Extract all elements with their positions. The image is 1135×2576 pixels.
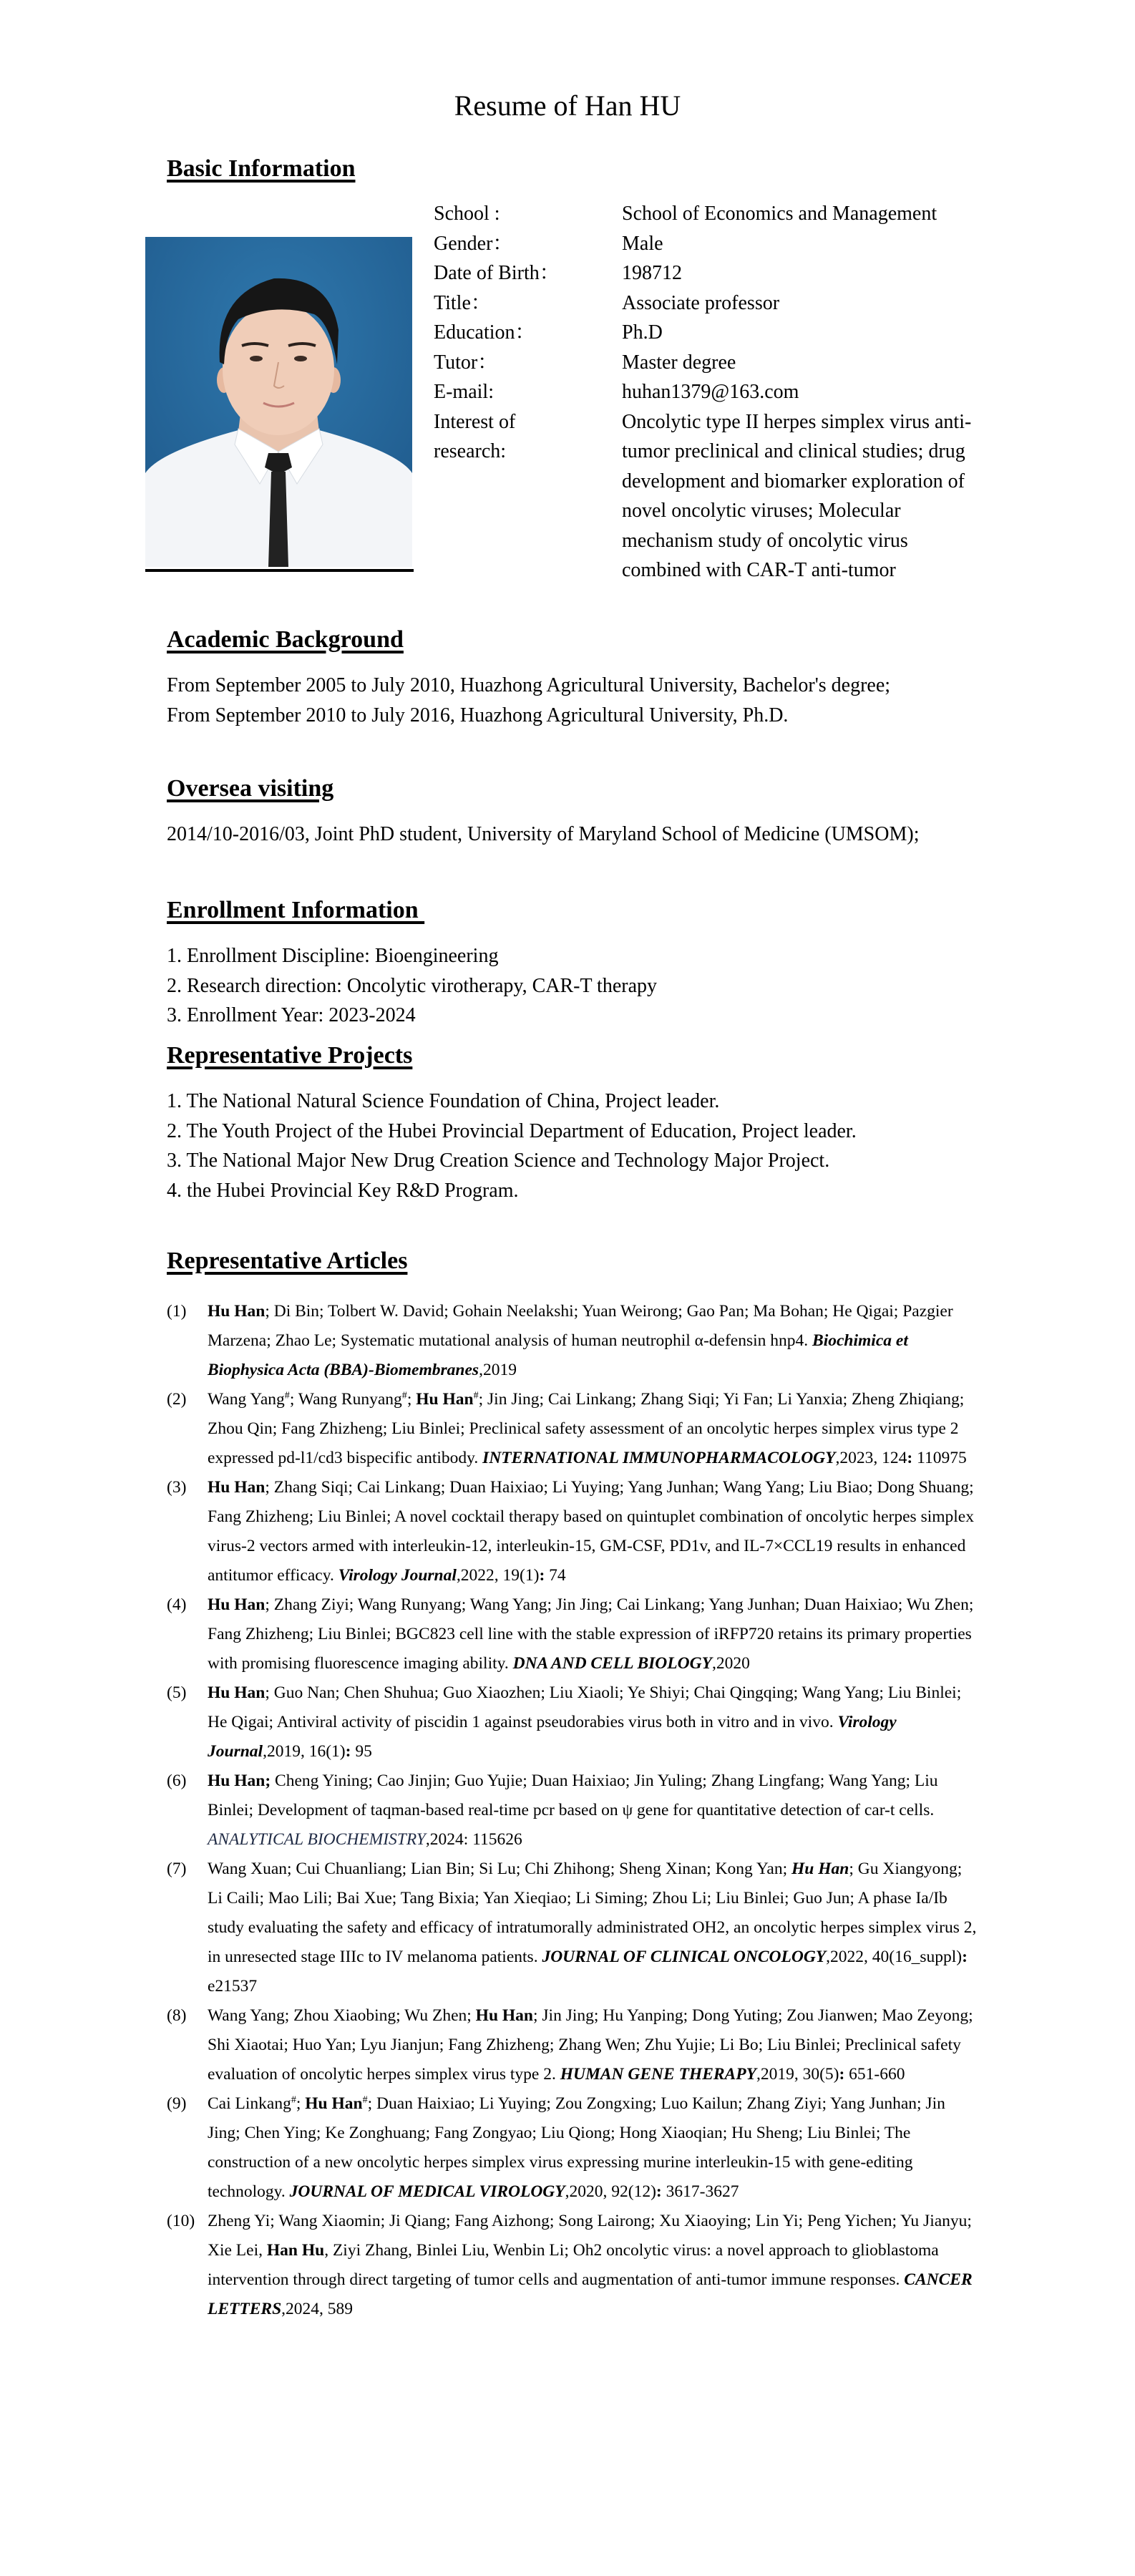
- article-item: [167, 2089, 990, 2207]
- info-label: Education：: [434, 321, 535, 344]
- project-item: 3. The National Major New Drug Creation Science and Technology Major Project.: [167, 1150, 830, 1172]
- project-item: 1. The National Natural Science Foundation of China, Project leader.: [167, 1090, 720, 1112]
- academic-background-list: [167, 671, 943, 730]
- article-number: (10): [167, 2212, 195, 2230]
- info-row-education: [434, 318, 1020, 348]
- co-first-author-mark: #: [284, 1389, 290, 1401]
- citation-text: ; Jin Jing; Hu Yanping; Dong Yuting; Zou Jianwen; Mao Zeyong; Shi Xiaotai; Huo Yan; Lyu Jianjun; Fang Zhizheng; Zhang Wen; Zhu Yujie; Li Bo; Liu Binlei; Preclinical safety evaluation of oncolytic herpes simplex virus type 2.: [208, 2006, 973, 2084]
- article-item: [167, 2001, 990, 2089]
- journal-name: DNA AND CELL BIOLOGY: [512, 1654, 712, 1673]
- author-highlight: Hu Han: [305, 2094, 363, 2113]
- journal-name: INTERNATIONAL IMMUNOPHARMACOLOGY: [482, 1449, 836, 1467]
- info-row-email: [434, 377, 1020, 407]
- citation-text: Cai Linkang: [208, 2094, 291, 2113]
- article-item: [167, 1766, 990, 1855]
- citation-text: ,2019, 16(1): [263, 1742, 346, 1761]
- article-citation: [208, 1297, 980, 1385]
- info-row-school: [434, 199, 1020, 229]
- article-number: (8): [167, 2006, 187, 2025]
- author-highlight: Hu Han: [208, 1302, 266, 1321]
- citation-text: Wang Xuan; Cui Chuanliang; Lian Bin; Si Lu; Chi Zhihong; Sheng Xinan; Kong Yan;: [208, 1860, 792, 1878]
- project-item: 4. the Hubei Provincial Key R&D Program.: [167, 1179, 519, 1202]
- section-heading-basic-information: Basic Information: [167, 155, 356, 182]
- article-item: [167, 2207, 990, 2324]
- article-item: [167, 1297, 990, 1385]
- education-entry: From September 2010 to July 2016, Huazhong Agricultural University, Ph.D.: [167, 704, 789, 726]
- journal-name: JOURNAL OF CLINICAL ONCOLOGY: [542, 1948, 827, 1966]
- citation-text: :: [907, 1449, 913, 1467]
- article-citation: [208, 1590, 980, 1678]
- journal-name: HUMAN GENE THERAPY: [560, 2065, 756, 2084]
- author-highlight: Han Hu: [266, 2241, 325, 2260]
- article-number: (4): [167, 1595, 187, 1614]
- article-item: [167, 1473, 990, 1590]
- citation-text: , Ziyi Zhang, Binlei Liu, Wenbin Li; Oh2 oncolytic virus: a novel approach to glioblastoma intervention through direct targeting of tumor cells and augmentation of anti-tumor immune responses.: [208, 2241, 939, 2289]
- article-item: [167, 1855, 990, 2001]
- info-label: Title：: [434, 291, 491, 314]
- email-link[interactable]: huhan1379@163.com: [622, 381, 799, 403]
- citation-text: 3617-3627: [661, 2182, 739, 2201]
- citation-text: ,2019, 30(5): [756, 2065, 839, 2084]
- basic-info-table: [434, 199, 1020, 585]
- author-highlight: Hu Han: [416, 1390, 474, 1409]
- info-value: 198712: [622, 262, 682, 284]
- journal-name: CANCER LETTERS: [208, 2270, 973, 2318]
- co-first-author-mark: #: [473, 1389, 479, 1401]
- section-heading-academic-background: Academic Background: [167, 626, 404, 653]
- citation-text: :: [656, 2182, 662, 2201]
- author-highlight: Hu Han: [475, 2006, 533, 2025]
- photo-underline-divider: [145, 569, 414, 572]
- author-highlight: Hu Han: [208, 1683, 266, 1702]
- citation-text: ; Zhang Ziyi; Wang Runyang; Wang Yang; Jin Jing; Cai Linkang; Yang Junhan; Duan Haixiao; Wu Zhen; Fang Zhizheng; Liu Binlei; BGC823 cell line with the stable expression of iRFP720 retains its primary properties with promising fluorescence imaging ability.: [208, 1595, 974, 1673]
- citation-text: ; Guo Nan; Chen Shuhua; Guo Xiaozhen; Liu Xiaoli; Ye Shiyi; Chai Qingqing; Wang Yang; Liu Binlei; He Qigai; Antiviral activity of piscidin 1 against pseudorabies virus both in vitro and in vivo.: [208, 1683, 962, 1731]
- co-first-author-mark: #: [362, 2094, 368, 2106]
- article-number: (9): [167, 2094, 187, 2113]
- citation-text: 74: [545, 1566, 566, 1585]
- citation-text: ; Duan Haixiao; Li Yuying; Zou Zongxing; Luo Kailun; Zhang Ziyi; Yang Junhan; Jin Jing; Chen Ying; Ke Zonghuang; Fang Zongyao; Liu Qiong; Hong Xiaoqian; Hu Sheng; Liu Binlei; The construction of a new oncolytic herpes simplex virus expressing murine interleukin-15 with gene-editing technology.: [208, 2094, 945, 2201]
- info-label: E-mail:: [434, 381, 494, 403]
- article-item: [167, 1385, 990, 1473]
- article-item: [167, 1678, 990, 1766]
- citation-text: ,2020: [711, 1654, 750, 1673]
- citation-text: :: [539, 1566, 545, 1585]
- author-highlight: Hu Han: [208, 1478, 266, 1497]
- project-item: 2. The Youth Project of the Hubei Provincial Department of Education, Project leader.: [167, 1119, 857, 1142]
- info-row-tutor: [434, 348, 1020, 378]
- citation-text: :: [345, 1742, 351, 1761]
- info-value: Associate professor: [622, 291, 780, 314]
- representative-articles-list: [167, 1297, 990, 2324]
- journal-name: Biochimica et Biophysica Acta (BBA)-Biomembranes: [208, 1331, 908, 1379]
- article-number: (6): [167, 1771, 187, 1790]
- info-label: Interest of research:: [434, 410, 516, 462]
- representative-projects-list: [167, 1087, 990, 1205]
- citation-text: ; Di Bin; Tolbert W. David; Gohain Neelakshi; Yuan Weirong; Gao Pan; Ma Bohan; He Qigai; Pazgier Marzena; Zhao Le; Systematic mutational analysis of human neutrophil α-defensin hnp4.: [208, 1302, 953, 1350]
- article-number: (7): [167, 1860, 187, 1878]
- article-number: (3): [167, 1478, 187, 1497]
- page-title: Resume of Han HU: [454, 89, 681, 122]
- article-citation: [208, 1385, 980, 1473]
- article-citation: [208, 2089, 980, 2207]
- portrait-illustration: [145, 237, 412, 567]
- citation-text: 95: [351, 1742, 372, 1761]
- article-citation: [208, 1855, 980, 2001]
- citation-text: Wang Yang: [208, 1390, 285, 1409]
- info-label: Gender：: [434, 232, 513, 255]
- citation-text: ,2022, 40(16_suppl): [826, 1948, 963, 1966]
- info-row-gender: [434, 229, 1020, 259]
- citation-text: ; Zhang Siqi; Cai Linkang; Duan Haixiao; Li Yuying; Yang Junhan; Wang Yang; Liu Biao; Dong Shuang; Fang Zhizheng; Liu Binlei; A novel cocktail therapy based on quintuplet combination of oncolytic herpes simplex virus-2 vectors armed with interleukin-12, interleukin-15, GM-CSF, PD1v, and IL-7×CCL19 results in enhanced antitumor efficacy.: [208, 1478, 974, 1585]
- author-highlight: Hu Han: [208, 1595, 266, 1614]
- section-heading-representative-projects: Representative Projects: [167, 1042, 413, 1069]
- citation-text: Wang Yang; Zhou Xiaobing; Wu Zhen;: [208, 2006, 476, 2025]
- citation-text: ,2020, 92(12): [565, 2182, 656, 2201]
- info-value: Ph.D: [622, 321, 663, 344]
- education-entry: From September 2005 to July 2010, Huazhong Agricultural University, Bachelor's degree;: [167, 674, 891, 696]
- citation-text: :: [839, 2065, 845, 2084]
- article-citation: [208, 1473, 980, 1590]
- citation-text: 651-660: [844, 2065, 905, 2084]
- info-row-title: [434, 288, 1020, 319]
- article-number: (5): [167, 1683, 187, 1702]
- citation-text: Cheng Yining; Cao Jinjin; Guo Yujie; Duan Haixiao; Jin Yuling; Zhang Lingfang; Wang Yang; Liu Binlei; Development of taqman-based real-time pcr based on ψ gene for quantitative detection of car-t cells.: [208, 1771, 938, 1819]
- citation-text: ; Gu Xiangyong; Li Caili; Mao Lili; Bai Xue; Tang Bixia; Yan Xieqiao; Li Siming; Zhou Li; Liu Binlei; Guo Jun; A phase Ia/Ib study evaluating the safety and efficacy of intratumorally administrated OH2, an oncolytic herpes simplex virus 2, in unresected stage IIIc to IV melanoma patients.: [208, 1860, 977, 1966]
- section-heading-representative-articles: Representative Articles: [167, 1248, 408, 1274]
- enrollment-item: 1. Enrollment Discipline: Bioengineering: [167, 945, 499, 967]
- citation-text: :: [962, 1948, 968, 1966]
- citation-text: ; Jin Jing; Cai Linkang; Zhang Siqi; Yi Fan; Li Yanxia; Zheng Zhiqiang; Zhou Qin; Fang Zhizheng; Liu Binlei; Preclinical safety assessment of an oncolytic herpes simplex virus type 2 expressed pd-l1/cd3 bispecific antibody.: [208, 1390, 965, 1467]
- info-value: Male: [622, 232, 663, 255]
- article-citation: [208, 2207, 980, 2324]
- citation-text: Zheng Yi; Wang Xiaomin; Ji Qiang; Fang Aizhong; Song Lairong; Xu Xiaoying; Lin Yi; Peng Yichen; Yu Jianyu; Xie Lei,: [208, 2212, 972, 2260]
- article-citation: [208, 2001, 980, 2089]
- co-first-author-mark: #: [401, 1389, 407, 1401]
- author-highlight: Hu Han;: [208, 1771, 271, 1790]
- citation-text: ,2024, 589: [281, 2300, 354, 2318]
- citation-text: ; Wang Runyang: [289, 1390, 402, 1409]
- enrollment-item: 2. Research direction: Oncolytic virotherapy, CAR-T therapy: [167, 974, 658, 997]
- info-value: School of Economics and Management: [622, 203, 937, 225]
- enrollment-item: 3. Enrollment Year: 2023-2024: [167, 1004, 416, 1026]
- citation-text: ,2019: [479, 1361, 517, 1379]
- journal-name: Virology Journal: [208, 1713, 897, 1761]
- visiting-entry: 2014/10-2016/03, Joint PhD student, University of Maryland School of Medicine (UMSOM);: [167, 823, 920, 845]
- enrollment-information-list: [167, 941, 990, 1031]
- info-label: School :: [434, 203, 500, 225]
- citation-text: ,2023, 124: [835, 1449, 907, 1467]
- info-label: Tutor：: [434, 351, 498, 374]
- article-number: (1): [167, 1302, 187, 1321]
- citation-text: ;: [406, 1390, 417, 1409]
- info-row-date-of-birth: [434, 258, 1020, 288]
- profile-photo: [145, 237, 412, 567]
- info-value: Master degree: [622, 351, 736, 374]
- article-citation: [208, 1766, 980, 1855]
- journal-name: Virology Journal: [338, 1566, 457, 1585]
- citation-text: e21537: [208, 1977, 258, 1996]
- info-row-research-interest: [434, 407, 1020, 585]
- citation-text: ;: [296, 2094, 306, 2113]
- citation-text: 110975: [912, 1449, 967, 1467]
- journal-name: ANALYTICAL BIOCHEMISTRY: [208, 1830, 426, 1849]
- co-first-author-mark: #: [291, 2094, 296, 2106]
- journal-name: JOURNAL OF MEDICAL VIROLOGY: [289, 2182, 565, 2201]
- info-label: Date of Birth：: [434, 262, 560, 284]
- section-heading-enrollment-information: Enrollment Information: [167, 897, 425, 923]
- citation-text: ,2024: 115626: [425, 1830, 522, 1849]
- citation-text: ,2022, 19(1): [456, 1566, 540, 1585]
- author-highlight: Hu Han: [791, 1860, 849, 1878]
- info-value: Oncolytic type II herpes simplex virus anti-tumor preclinical and clinical studies; drug development and biomarker exploration of novel oncolytic viruses; Molecular mechanism study of oncolytic virus combined with CAR-T anti-tumor: [622, 410, 972, 581]
- oversea-visiting-list: [167, 820, 943, 850]
- section-heading-oversea-visiting: Oversea visiting: [167, 775, 334, 802]
- article-citation: [208, 1678, 980, 1766]
- article-item: [167, 1590, 990, 1678]
- article-number: (2): [167, 1390, 187, 1409]
